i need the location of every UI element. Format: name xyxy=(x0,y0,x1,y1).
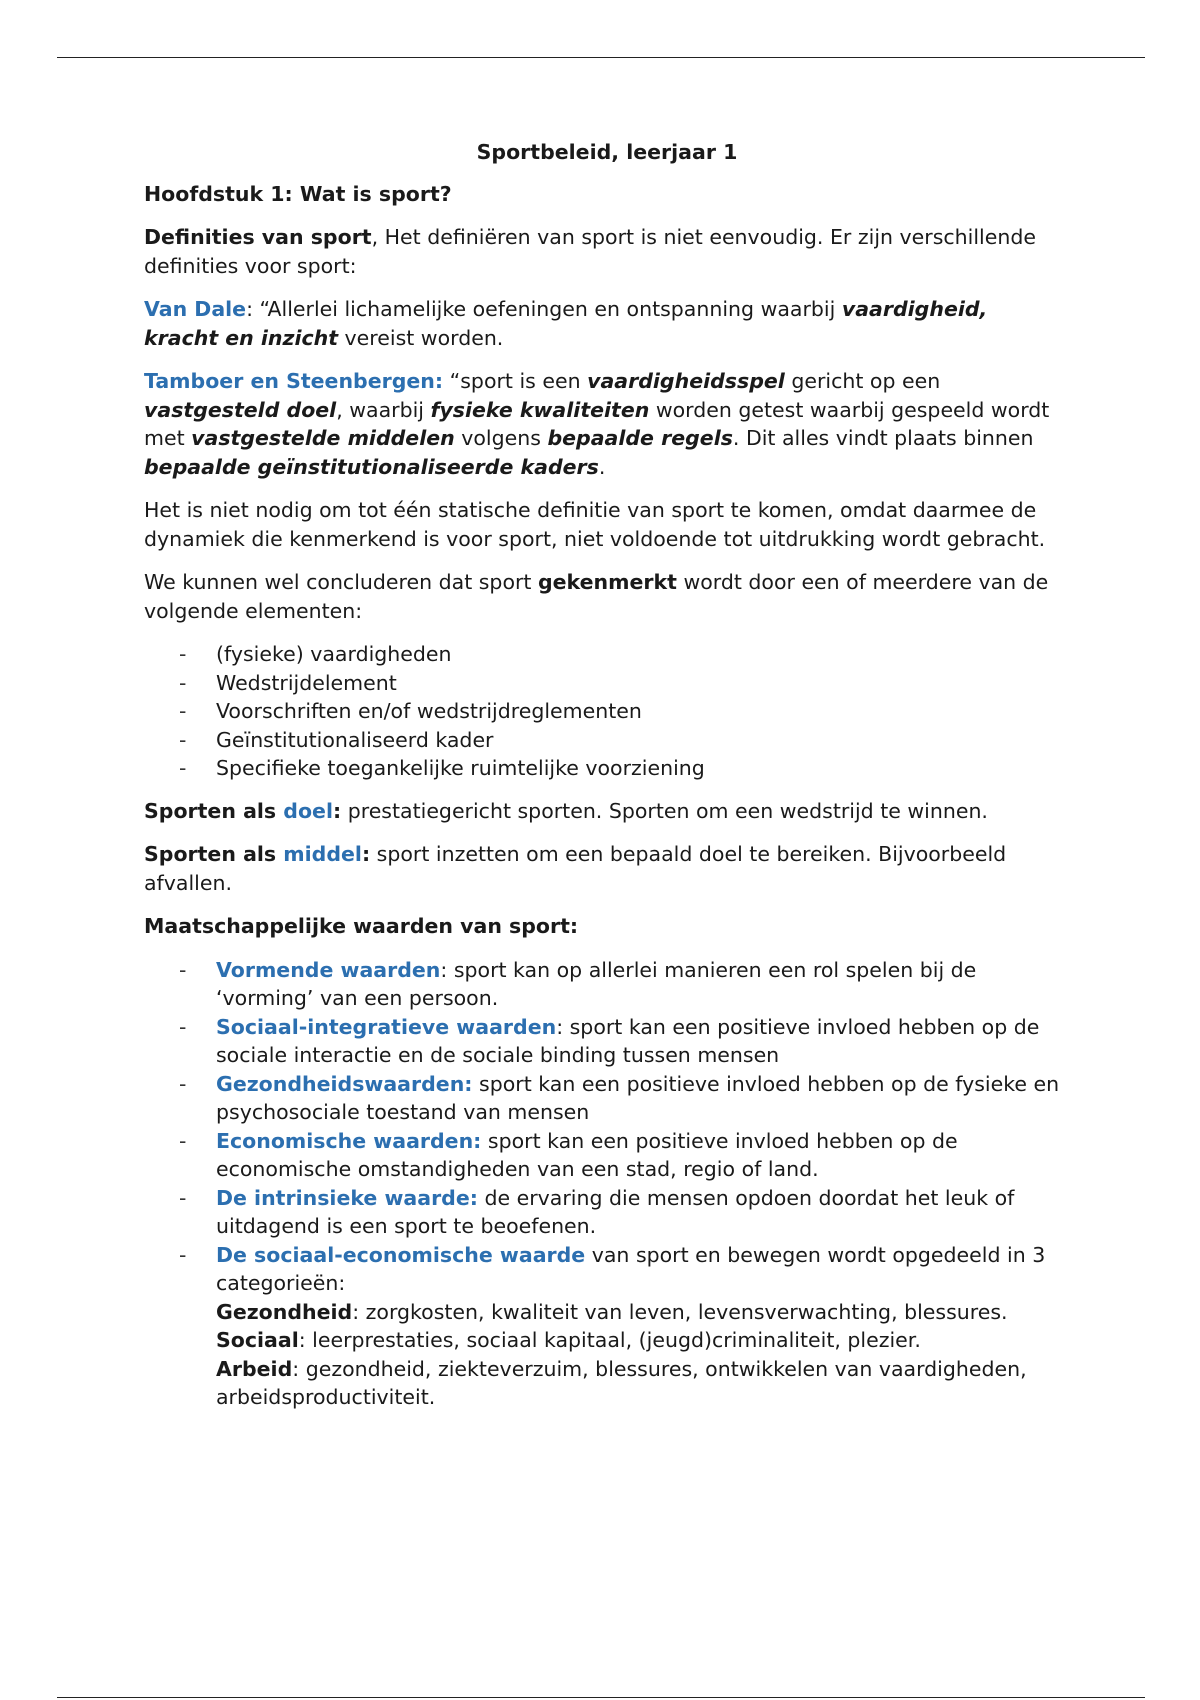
goal-text: prestatiegericht sporten. Sporten om een wedstrijd te winnen. xyxy=(341,798,988,823)
bullet-dash: - xyxy=(179,642,187,666)
value-text: de ervaring die mensen opdoen doordat het leuk of uitdagend is een sport te beoefenen. xyxy=(216,1185,1015,1238)
van-dale-tail: vereist worden. xyxy=(338,325,504,350)
bottom-rule xyxy=(57,1697,1145,1698)
category-text: : leerprestaties, sociaal kapitaal, (jeugd)criminaliteit, plezier. xyxy=(298,1328,921,1352)
van-dale-emphasis: vaardigheid, kracht en inzicht xyxy=(144,297,988,350)
sport-as-goal xyxy=(144,797,1064,826)
bullet-dash: - xyxy=(179,1185,187,1210)
tamboer-t3: , waarbij xyxy=(336,397,431,422)
values-heading xyxy=(144,912,1064,941)
list-item-text: Geïnstitutionaliseerd kader xyxy=(216,727,494,752)
value-label: Economische waarden: xyxy=(216,1128,482,1153)
bullet-dash: - xyxy=(179,1128,187,1153)
conclusion-t2: wordt door een of meerdere van de volgende elementen: xyxy=(144,570,1049,623)
tamboer-e6: bepaalde geïnstitutionaliseerde kaders xyxy=(144,454,599,479)
values-list xyxy=(144,956,1064,1412)
van-dale-definition xyxy=(144,295,1064,352)
van-dale-text: : “Allerlei lichamelijke oefeningen en ontspanning waarbij xyxy=(246,297,842,321)
list-item-text: Voorschriften en/of wedstrijdreglementen xyxy=(216,699,642,723)
value-text: sport kan een positieve invloed hebben op de fysieke en psychosociale toestand van mensen xyxy=(216,1071,1060,1124)
value-text: sport kan een positieve invloed hebben op de economische omstandigheden van een stad, regio of land. xyxy=(216,1128,958,1181)
value-text: van sport en bewegen wordt opgedeeld in 3 categorieën: xyxy=(216,1242,1046,1295)
value-label: Gezondheidswaarden: xyxy=(216,1071,473,1096)
list-item xyxy=(144,640,1064,669)
definitions-intro xyxy=(144,223,1064,280)
definitions-text: , Het definiëren van sport is niet eenvoudig. Er zijn verschillende definities voor sport: xyxy=(144,225,1036,278)
list-item xyxy=(144,697,1064,726)
list-item xyxy=(144,1013,1064,1070)
tamboer-e5: bepaalde regels xyxy=(547,426,733,450)
tamboer-t6: . Dit alles vindt plaats binnen xyxy=(732,426,1034,450)
tamboer-t7: . xyxy=(598,454,606,479)
list-item xyxy=(144,1184,1064,1241)
sport-as-means xyxy=(144,840,1064,897)
tamboer-e3: fysieke kwaliteiten xyxy=(430,397,650,422)
value-label: Vormende waarden xyxy=(216,957,441,982)
conclusion-paragraph xyxy=(144,568,1064,625)
chapter-title: Hoofdstuk 1: Wat is sport? xyxy=(144,181,452,206)
static-definition-paragraph: Het is niet nodig om tot één statische definitie van sport te komen, omdat daarmee de dynamiek die kenmerkend is voor sport, niet voldoende tot uitdrukking wordt gebracht. xyxy=(144,498,1046,551)
list-item xyxy=(144,956,1064,1013)
list-item-text: Wedstrijdelement xyxy=(216,670,397,695)
value-label: Sociaal-integratieve waarden xyxy=(216,1014,557,1039)
means-text: sport inzetten om een bepaald doel te bereiken. Bijvoorbeeld afvallen. xyxy=(144,842,1007,895)
list-item xyxy=(144,726,1064,755)
top-rule xyxy=(57,57,1145,58)
document-page xyxy=(144,138,1064,1426)
list-item-text: Specifieke toegankelijke ruimtelijke voorziening xyxy=(216,756,705,780)
elements-list xyxy=(144,640,1064,783)
van-dale-label: Van Dale xyxy=(144,297,247,321)
bullet-dash: - xyxy=(179,1071,187,1096)
means-prefix: Sporten als xyxy=(144,842,284,866)
conclusion-bold: gekenmerkt xyxy=(537,570,677,594)
list-item-text: (fysieke) vaardigheden xyxy=(216,642,452,666)
bullet-dash: - xyxy=(179,957,187,982)
value-label: De sociaal-economische waarde xyxy=(216,1242,586,1267)
goal-colon: : xyxy=(332,798,342,823)
definitions-label: Definities van sport xyxy=(144,225,372,249)
tamboer-e2: vastgesteld doel xyxy=(144,397,337,422)
bullet-dash: - xyxy=(179,670,187,695)
tamboer-label: Tamboer en Steenbergen: xyxy=(144,369,444,393)
value-text: : sport kan op allerlei manieren een rol spelen bij de ‘vorming’ van een persoon. xyxy=(216,957,977,1010)
bullet-dash: - xyxy=(179,1242,187,1267)
tamboer-t4: worden getest waarbij gespeeld wordt met xyxy=(144,397,1050,450)
category-label: Gezondheid xyxy=(216,1299,353,1324)
bullet-dash: - xyxy=(179,727,187,752)
category-label: Arbeid xyxy=(216,1356,293,1381)
value-text: : sport kan een positieve invloed hebben op de sociale interactie en de sociale binding tussen mensen xyxy=(216,1014,1040,1067)
list-item xyxy=(144,1241,1064,1412)
means-keyword: middel xyxy=(283,842,362,866)
list-item xyxy=(144,1127,1064,1184)
tamboer-definition xyxy=(144,367,1064,481)
tamboer-e1: vaardigheidsspel xyxy=(587,369,785,393)
goal-prefix: Sporten als xyxy=(144,798,284,823)
category-sociaal xyxy=(216,1326,1064,1355)
bullet-dash: - xyxy=(179,699,187,723)
document-title: Sportbeleid, leerjaar 1 xyxy=(476,140,738,164)
conclusion-t1: We kunnen wel concluderen dat sport xyxy=(144,570,538,594)
category-gezondheid xyxy=(216,1298,1064,1327)
list-item xyxy=(144,669,1064,698)
category-text: : zorgkosten, kwaliteit van leven, levensverwachting, blessures. xyxy=(352,1299,1008,1324)
bullet-dash: - xyxy=(179,756,187,780)
list-item xyxy=(144,1070,1064,1127)
tamboer-e4: vastgestelde middelen xyxy=(191,426,455,450)
category-text: : gezondheid, ziekteverzuim, blessures, ontwikkelen van vaardigheden, arbeidsproductiviteit. xyxy=(216,1356,1027,1409)
goal-keyword: doel xyxy=(283,798,333,823)
bullet-dash: - xyxy=(179,1014,187,1039)
values-heading-text: Maatschappelijke waarden van sport: xyxy=(144,914,579,938)
list-item xyxy=(144,754,1064,783)
category-label: Sociaal xyxy=(216,1328,299,1352)
chapter-heading xyxy=(144,180,1064,209)
tamboer-t1: “sport is een xyxy=(443,369,588,393)
category-arbeid xyxy=(216,1355,1064,1412)
means-colon: : xyxy=(361,842,371,866)
tamboer-t5: volgens xyxy=(454,426,548,450)
value-label: De intrinsieke waarde: xyxy=(216,1185,478,1210)
tamboer-t2: gericht op een xyxy=(784,369,941,393)
